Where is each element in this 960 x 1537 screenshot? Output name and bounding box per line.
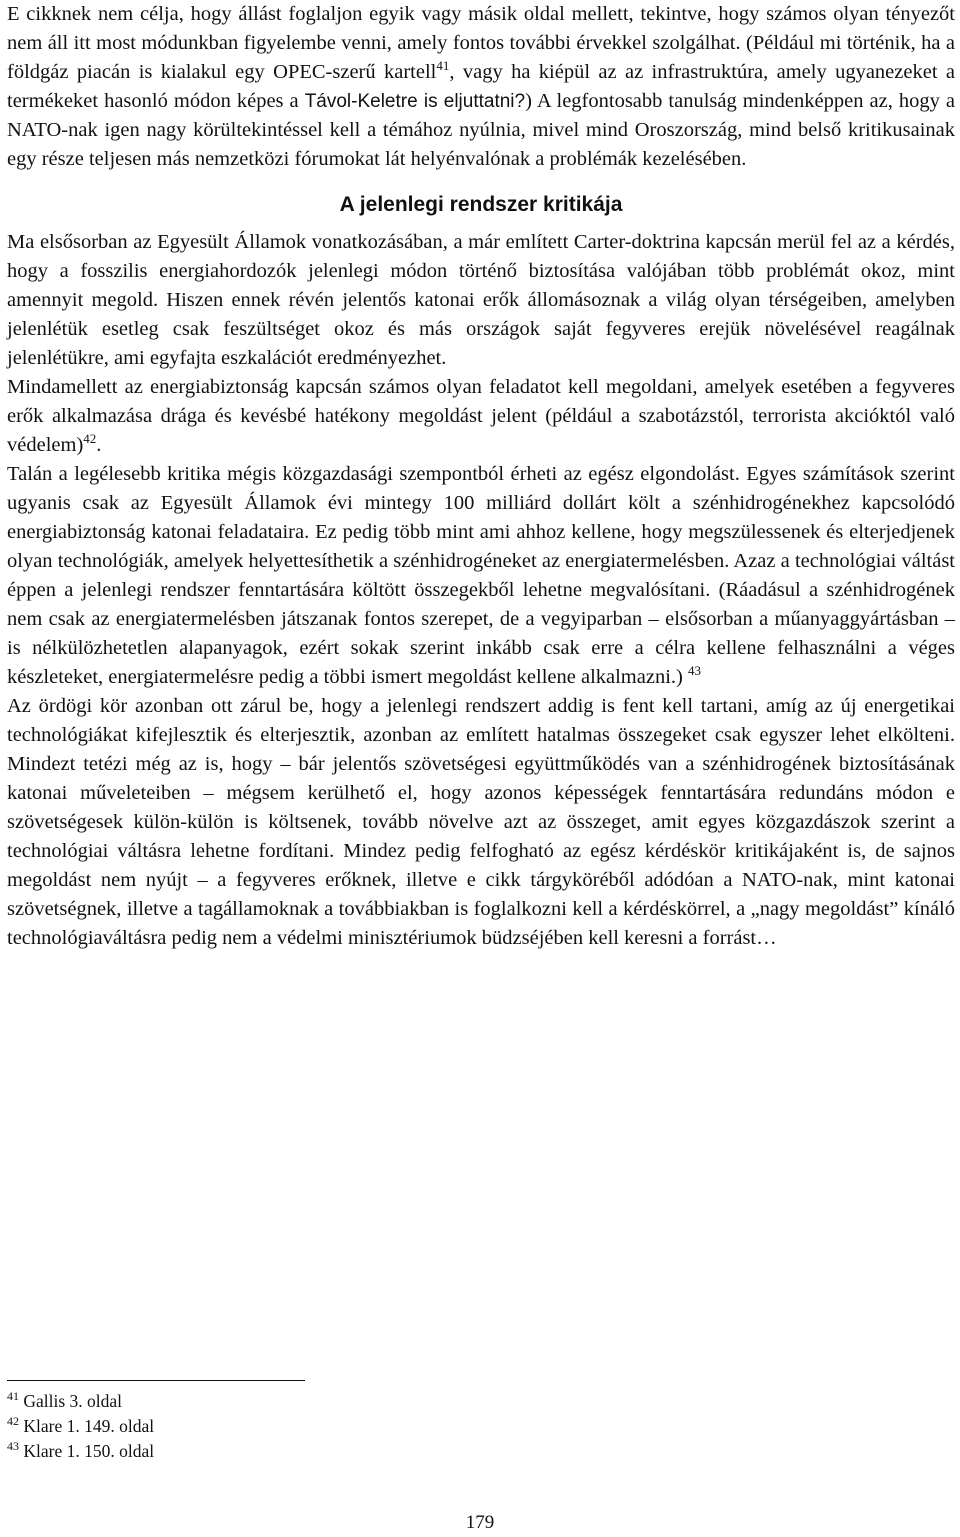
section-heading: A jelenlegi rendszer kritikája — [339, 193, 623, 216]
footnote-43: $^{43}$ Klare 1. 150. oldal — [7, 1439, 155, 1461]
footnote-ref-41[interactable]: 41 — [436, 58, 450, 74]
footnotes — [7, 1380, 607, 1464]
footnote-separator — [7, 1380, 305, 1381]
paragraph-1: E cikknek nem célja, hogy állást foglaljon egyik vagy másik oldal mellett, tekintve, hogy számos olyan tényezőt nem áll itt most módunkban figyelembe venni, amely fontos további érvekkel szolgálhat. (Például mi történik, ha a földgáz piacán is kialakul egy OPEC-szerű kartell$^{41}$, vagy ha kiépül az az infrastruktúra, amely ugyanezeket a termékeket hasonló módon képes a Távol-Keletre is eljuttatni?) A legfontosabb tanulság mindenképpen az, hogy a NATO-nak igen nagy körültekintéssel kell a témához nyúlnia, mivel mind Oroszország, mind belső kritikusainak egy része teljesen más nemzetközi fórumokat lát helyénvalónak a problémák kezelésében. — [7, 3, 955, 170]
paragraph-5: Az ördögi kör azonban ott zárul be, hogy a jelenlegi rendszert addig is fent kell tartani, amíg az új energetikai technológiákat kifejlesztik és elterjesztik, azonban az említett hatalmas összegeket csak egyszer lehet elkölteni. Mindezt tetézi még az is, hogy – bár jelentős szövetségesi együttműködés van a szénhidrogének biztosításának katonai műveleteiben – mégsem kerülhető el, hogy azonos képességek fenntartására redundáns módon e szövetségesek külön-külön is költsenek, tovább növelve azt az összeget, amit egyes közgazdászok szerint a technológiai váltásra lehetne fordítani. Mindez pedig felfogható az egész kérdéskör kritikájaként is, de sajnos megoldást nem nyújt – a fegyveres erőknek, illetve e cikk tárgyköréből adódóan a NATO-nak, mint katonai szövetségnek, illetve a tagállamoknak a továbbiakban is foglalkozni kell a kérdéskörrel, a „nagy megoldást” kínáló technológiaváltásra pedig nem a védelmi minisztériumok büdzséjében kell keresni a forrást… — [7, 695, 955, 949]
footnote-42: $^{42}$ Klare 1. 149. oldal — [7, 1414, 155, 1436]
paragraph-3: Mindamellett az energiabiztonság kapcsán számos olyan feladatot kell megoldani, amelyek esetében a fegyveres erők alkalmazása drága és kevésbé hatékony megoldást jelent (például a szabotázstól, terrorista akcióktól való védelem)$^{42}$. — [7, 376, 955, 456]
page-number: 179 — [465, 1512, 495, 1533]
footnote-ref-43[interactable]: 43 — [687, 663, 701, 679]
paragraph-2: Ma elsősorban az Egyesült Államok vonatkozásában, a már említett Carter-doktrina kapcsán merül fel az a kérdés, hogy a fosszilis energiahordozók jelenlegi módon történő biztosítása valójában több problémát okoz, mint amennyit megold. Hiszen ennek révén jelentős katonai erők állomásoznak a világ olyan térségeiben, amelyben jelenlétük esetleg csak feszültséget okoz és más országok saját fegyveres erejük növelésével reagálnak jelenlétükre, ami egyfajta eszkalációt eredményezhet. — [7, 231, 955, 369]
footnote-41: $^{41}$ Gallis 3. oldal — [7, 1389, 123, 1411]
footnote-ref-42[interactable]: 42 — [83, 431, 97, 447]
paragraph-4: Talán a legélesebb kritika mégis közgazdasági szempontból érheti az egész elgondolást. Egyes számítások szerint ugyanis csak az Egyesült Államok évi mintegy 100 milliárd dollárt költ a szénhidrogénekhez kapcsolódó energiabiztonság katonai feladataira. Ez pedig több mint ami ahhoz kellene, hogy megszülessenek és elterjedjenek olyan technológiák, amelyek helyettesíthetik a szénhidrogéneket az energiatermelésben. Azaz a technológiai váltást éppen a jelenlegi rendszer fenntartására költött összegekből lehetne megvalósítani. (Ráadásul a szénhidrogének nem csak az energiatermelésben játszanak fontos szerepet, de a vegyiparban – elsősorban a műanyaggyártásban – is nélkülözhetetlen alapanyagok, ezért sokak szerint inkább csak erre a célra kellene felhasználni a véges készleteket, energiatermelésre pedig a többi ismert megoldást kellene alkalmazni.) $^{43}$ — [7, 463, 955, 688]
document-body — [7, 0, 955, 953]
